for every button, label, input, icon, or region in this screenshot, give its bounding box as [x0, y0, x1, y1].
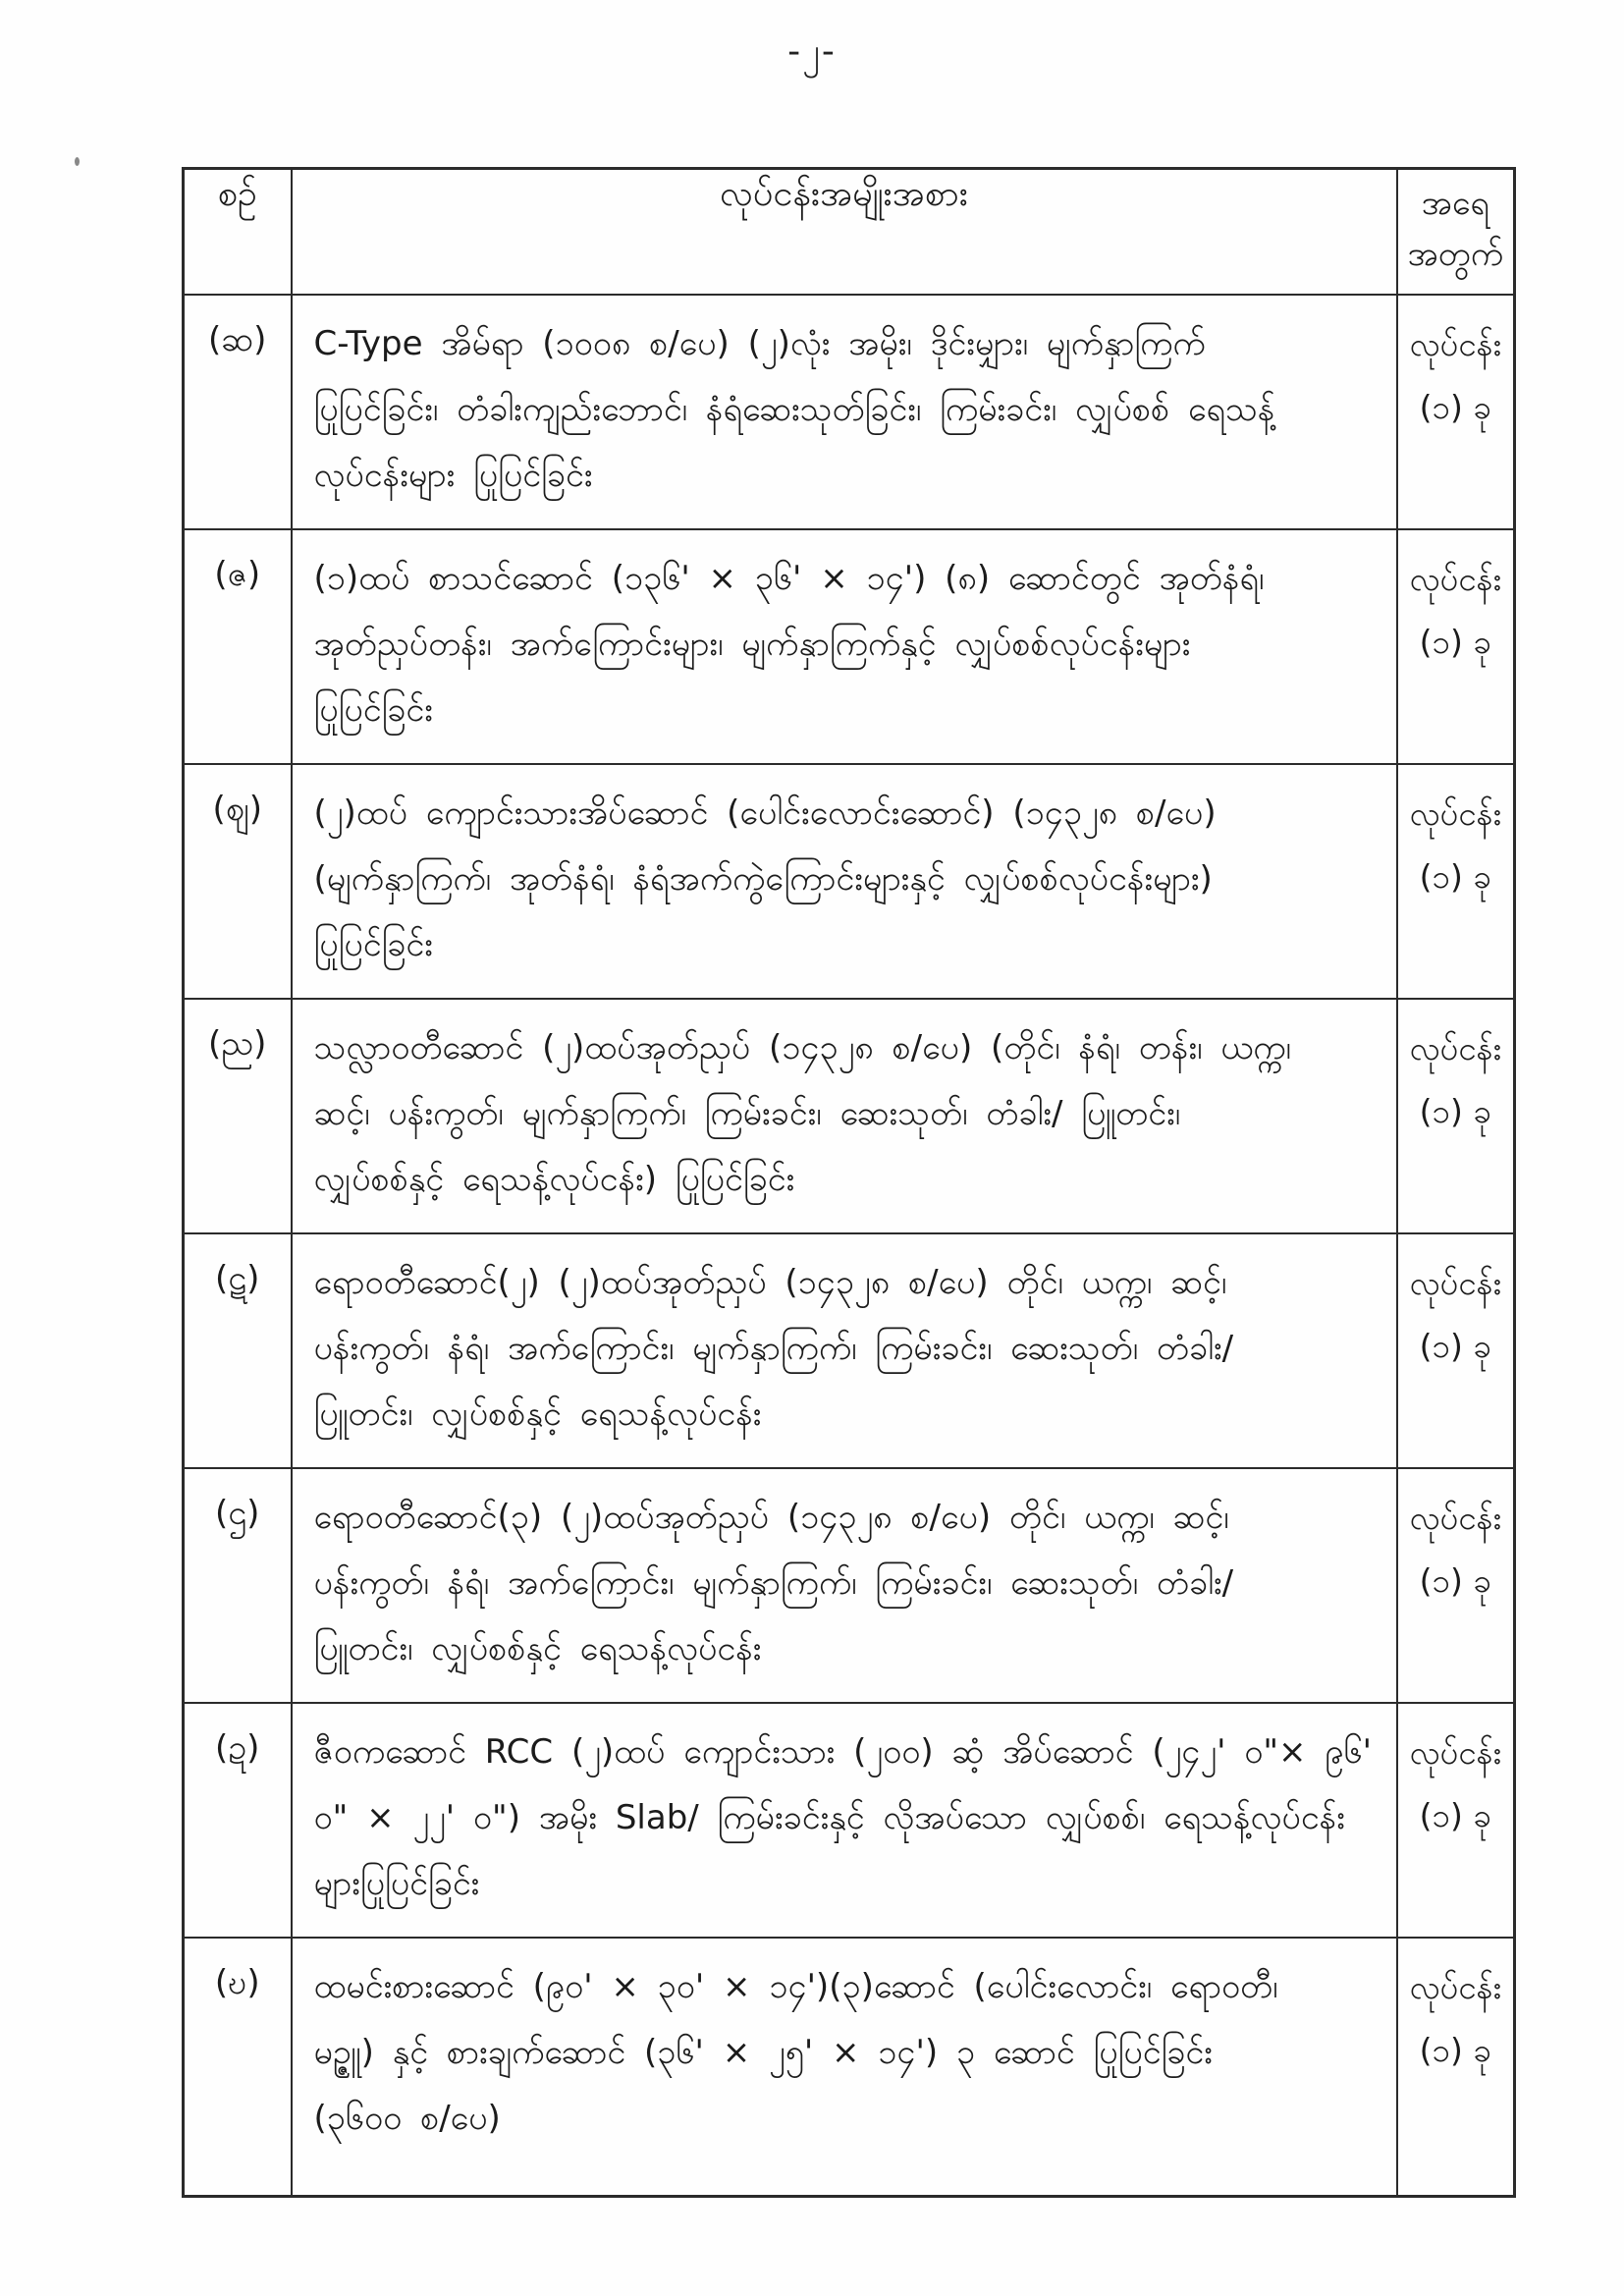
- row-work-description: [292, 999, 1397, 1233]
- row-work-description: [292, 1233, 1397, 1468]
- scan-artifact-dot: [75, 157, 80, 166]
- quantity-line: လုပ်ငန်း: [1409, 1028, 1502, 1067]
- row-work-description: [292, 295, 1397, 529]
- row-serial: (ဋ): [184, 1233, 292, 1468]
- row-quantity: [1397, 529, 1515, 764]
- work-description-line: ပန်းကွတ်၊ နံရံ၊ အက်ကြောင်း၊ မျက်နှာကြက်၊ ကြမ်းခင်း၊ ဆေးသုတ်၊ တံခါး/: [313, 1328, 1234, 1368]
- quantity-line: (၁) ခု: [1419, 387, 1491, 426]
- work-description-line: ပြူတင်း၊ လျှပ်စစ်နှင့် ရေသန့်လုပ်ငန်း: [313, 1394, 762, 1434]
- quantity-line: (၁) ခု: [1419, 1795, 1491, 1834]
- header-work-type: လုပ်ငန်းအမျိုးအစား: [292, 169, 1397, 295]
- table-row: [184, 1938, 1515, 2197]
- work-description-line: (၃၆၀၀ စ/ပေ): [313, 2098, 501, 2138]
- row-work-description: [292, 1703, 1397, 1938]
- table-row: [184, 764, 1515, 999]
- work-description-line: ပြုပြင်ခြင်း၊ တံခါးကျည်းဘောင်၊ နံရံဆေးသုတ်ခြင်း၊ ကြမ်းခင်း၊ လျှပ်စစ် ရေသန့်: [313, 389, 1275, 429]
- row-quantity: [1397, 1703, 1515, 1938]
- row-serial: (ဈ): [184, 764, 292, 999]
- work-description-line: လုပ်ငန်းများ ပြုပြင်ခြင်း: [313, 455, 593, 495]
- row-quantity: [1397, 1233, 1515, 1468]
- work-description-line: အုတ်ညှပ်တန်း၊ အက်ကြောင်းများ၊ မျက်နှာကြက်နှင့် လျှပ်စစ်လုပ်ငန်းများ: [313, 624, 1191, 664]
- header-quantity-line2: အတွက်: [1407, 235, 1504, 274]
- quantity-line: (၁) ခု: [1419, 2030, 1491, 2069]
- work-description-line: များပြုပြင်ခြင်း: [313, 1863, 480, 1903]
- work-description-line: ပြုပြင်ခြင်း: [313, 924, 433, 964]
- work-table-body: [184, 295, 1515, 2197]
- row-serial: (ဇ): [184, 529, 292, 764]
- row-serial: (ဆ): [184, 295, 292, 529]
- work-description-line: C-Type အိမ်ရာ (၁၀၀၈ စ/ပေ) (၂)လုံး အမိုး၊ ဒိုင်းမျှား၊ မျက်နှာကြက်: [313, 323, 1206, 363]
- work-description-line: ပန်းကွတ်၊ နံရံ၊ အက်ကြောင်း၊ မျက်နှာကြက်၊ ကြမ်းခင်း၊ ဆေးသုတ်၊ တံခါး/: [313, 1562, 1234, 1603]
- work-table-header: [184, 169, 1515, 295]
- row-serial: (ဎ): [184, 1938, 292, 2197]
- work-description-line: မဉ္ဇူ) နှင့် စားချက်ဆောင် (၃၆' × ၂၅' × ၁၄') ၃ ဆောင် ပြုပြင်ခြင်း: [313, 2032, 1213, 2072]
- quantity-line: လုပ်ငန်း: [1409, 559, 1502, 598]
- work-description-line: ထမင်းစားဆောင် (၉၀' × ၃၀' × ၁၄')(၃)ဆောင် (ပေါင်းလောင်း၊ ရောဝတီ၊: [313, 1966, 1278, 2006]
- work-description-line: (၂)ထပ် ကျောင်းသားအိပ်ဆောင် (ပေါင်းလောင်းဆောင်) (၁၄၃၂၈ စ/ပေ): [313, 793, 1217, 833]
- row-work-description: [292, 529, 1397, 764]
- row-work-description: [292, 1938, 1397, 2197]
- row-quantity: [1397, 764, 1515, 999]
- row-quantity: [1397, 1938, 1515, 2197]
- work-description-line: ဆင့်၊ ပန်းကွတ်၊ မျက်နှာကြက်၊ ကြမ်းခင်း၊ ဆေးသုတ်၊ တံခါး/ ပြူတင်း၊: [313, 1093, 1181, 1133]
- work-description-line: ရောဝတီဆောင်(၂) (၂)ထပ်အုတ်ညှပ် (၁၄၃၂၈ စ/ပေ) တိုင်၊ ယက္က၊ ဆင့်၊: [313, 1262, 1227, 1302]
- header-quantity-line1: အရေ: [1421, 184, 1489, 223]
- header-serial: စဉ်: [184, 169, 292, 295]
- table-row: [184, 529, 1515, 764]
- quantity-line: လုပ်ငန်း: [1409, 1732, 1502, 1772]
- work-description-line: ပြုပြင်ခြင်း: [313, 689, 433, 730]
- quantity-line: (၁) ခု: [1419, 1326, 1491, 1365]
- quantity-line: လုပ်ငန်း: [1409, 1967, 1502, 2006]
- work-description-line: ပြူတင်း၊ လျှပ်စစ်နှင့် ရေသန့်လုပ်ငန်း: [313, 1628, 762, 1668]
- page-number: -၂-: [787, 31, 837, 72]
- row-serial: (ဍ): [184, 1703, 292, 1938]
- table-row: [184, 1233, 1515, 1468]
- work-description-line: သလ္လာဝတီဆောင် (၂)ထပ်အုတ်ညှပ် (၁၄၃၂၈ စ/ပေ) (တိုင်၊ နံရံ၊ တန်း၊ ယက္က၊: [313, 1027, 1291, 1067]
- row-serial: (ည): [184, 999, 292, 1233]
- work-description-line: ဇီဝကဆောင် RCC (၂)ထပ် ကျောင်းသား (၂၀၀) ဆံ့ အိပ်ဆောင် (၂၄၂' ၀"× ၉၆': [313, 1731, 1372, 1772]
- quantity-line: (၁) ခု: [1419, 856, 1491, 896]
- work-description-line: (မျက်နှာကြက်၊ အုတ်နံရံ၊ နံရံအက်ကွဲကြောင်းများနှင့် လျှပ်စစ်လုပ်ငန်းများ): [313, 858, 1213, 899]
- work-description-line: လျှပ်စစ်နှင့် ရေသန့်လုပ်ငန်း) ပြုပြင်ခြင်း: [313, 1159, 795, 1199]
- row-work-description: [292, 764, 1397, 999]
- quantity-line: လုပ်ငန်း: [1409, 793, 1502, 833]
- quantity-line: လုပ်ငန်း: [1409, 1498, 1502, 1537]
- work-description-line: ရောဝတီဆောင်(၃) (၂)ထပ်အုတ်ညှပ် (၁၄၃၂၈ စ/ပေ) တိုင်၊ ယက္က၊ ဆင့်၊: [313, 1497, 1229, 1537]
- table-row: [184, 295, 1515, 529]
- row-quantity: [1397, 295, 1515, 529]
- work-description-line: (၁)ထပ် စာသင်ဆောင် (၁၃၆' × ၃၆' × ၁၄') (၈) ဆောင်တွင် အုတ်နံရံ၊: [313, 558, 1265, 598]
- row-serial: (ဌ): [184, 1468, 292, 1703]
- table-row: [184, 999, 1515, 1233]
- row-work-description: [292, 1468, 1397, 1703]
- quantity-line: (၁) ခု: [1419, 1091, 1491, 1130]
- quantity-line: (၁) ခု: [1419, 1560, 1491, 1600]
- quantity-line: လုပ်ငန်း: [1409, 1263, 1502, 1302]
- table-row: [184, 1468, 1515, 1703]
- quantity-line: လုပ်ငန်း: [1409, 324, 1502, 363]
- table-row: [184, 1703, 1515, 1938]
- quantity-line: (၁) ခု: [1419, 622, 1491, 661]
- row-quantity: [1397, 1468, 1515, 1703]
- row-quantity: [1397, 999, 1515, 1233]
- work-table: [182, 167, 1516, 2198]
- work-description-line: ၀" × ၂၂' ၀") အမိုး Slab/ ကြမ်းခင်းနှင့် လိုအပ်သော လျှပ်စစ်၊ ရေသန့်လုပ်ငန်း: [313, 1797, 1345, 1837]
- header-quantity: [1397, 169, 1515, 295]
